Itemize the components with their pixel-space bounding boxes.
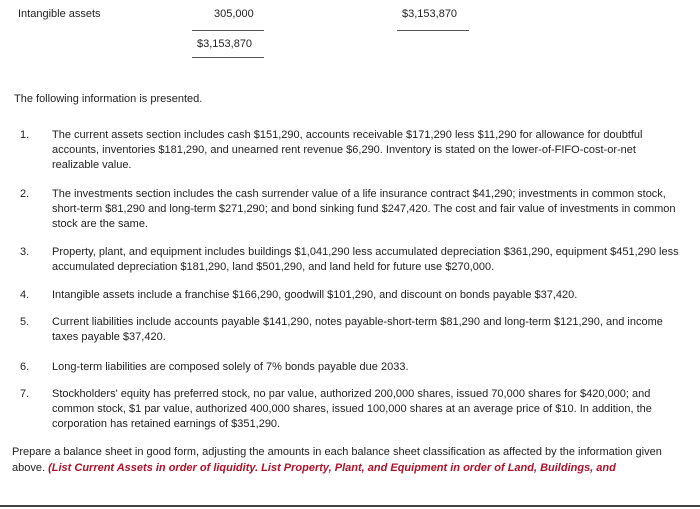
intro-text: The following information is presented. xyxy=(14,93,203,105)
list-item-text: Current liabilities include accounts payable $141,290, notes payable-short-term $81,290 and long-term $121,290, and income taxes payable $37,420. xyxy=(52,316,663,343)
instructions xyxy=(12,444,690,476)
list-item-text: Property, plant, and equipment includes buildings $1,041,290 less accumulated depreciation $361,290, equipment $451,290 less accumulated depreciation $181,290, land $501,290, and land held for future use $270,000. xyxy=(52,246,679,273)
list-item-text: Long-term liabilities are composed solely of 7% bonds payable due 2033. xyxy=(52,361,409,373)
bottom-divider xyxy=(0,505,700,507)
list-item-number: 6. xyxy=(20,361,30,373)
list-item-text: Intangible assets include a franchise $166,290, goodwill $101,290, and discount on bonds payable $37,420. xyxy=(52,289,578,301)
list-item-text: Stockholders' equity has preferred stock, no par value, authorized 200,000 shares, issued 70,000 shares for $420,000; and common stock, $1 par value, authorized 400,000 shares, issued 100,000 shares at an average price of $10. In addition, the corporation has retained earnings of $351,290. xyxy=(52,388,652,430)
list-item-number: 7. xyxy=(20,388,30,400)
list-item-text: The current assets section includes cash $151,290, accounts receivable $171,290 less $11,290 for allowance for doubtful accounts, inventories $181,290, and unearned rent revenue $6,290. Inventory is stated on the lower-of-FIFO-cost-or-net realizable value. xyxy=(52,129,643,171)
underline-col1 xyxy=(192,30,264,31)
list-item-number: 3. xyxy=(20,246,30,258)
list-item-number: 2. xyxy=(20,188,30,200)
list-item-number: 4. xyxy=(20,289,30,301)
instructions-emphasis: (List Current Assets in order of liquidity. List Property, Plant, and Equipment in order of Land, Buildings, and xyxy=(48,462,616,474)
list-item-text: The investments section includes the cash surrender value of a life insurance contract $41,290; investments in common stock, short-term $81,290 and long-term $271,290; and bond sinking fund $247,420. The cost and fair value of investments in common stock are the same. xyxy=(52,188,676,230)
column-total-value: $3,153,870 xyxy=(402,8,458,20)
instructions-text: Prepare a balance sheet in good form, adjusting the amounts in each balance sheet classification as affected by the information given above. xyxy=(12,446,662,474)
subtotal-value: $3,153,870 xyxy=(197,38,253,50)
underline-subtotal xyxy=(192,57,264,58)
list-item-number: 1. xyxy=(20,129,30,141)
row-label-intangible-assets: Intangible assets xyxy=(18,8,101,20)
list-item-number: 5. xyxy=(20,316,30,328)
underline-col2 xyxy=(397,30,469,31)
intangible-assets-value: 305,000 xyxy=(214,8,254,20)
